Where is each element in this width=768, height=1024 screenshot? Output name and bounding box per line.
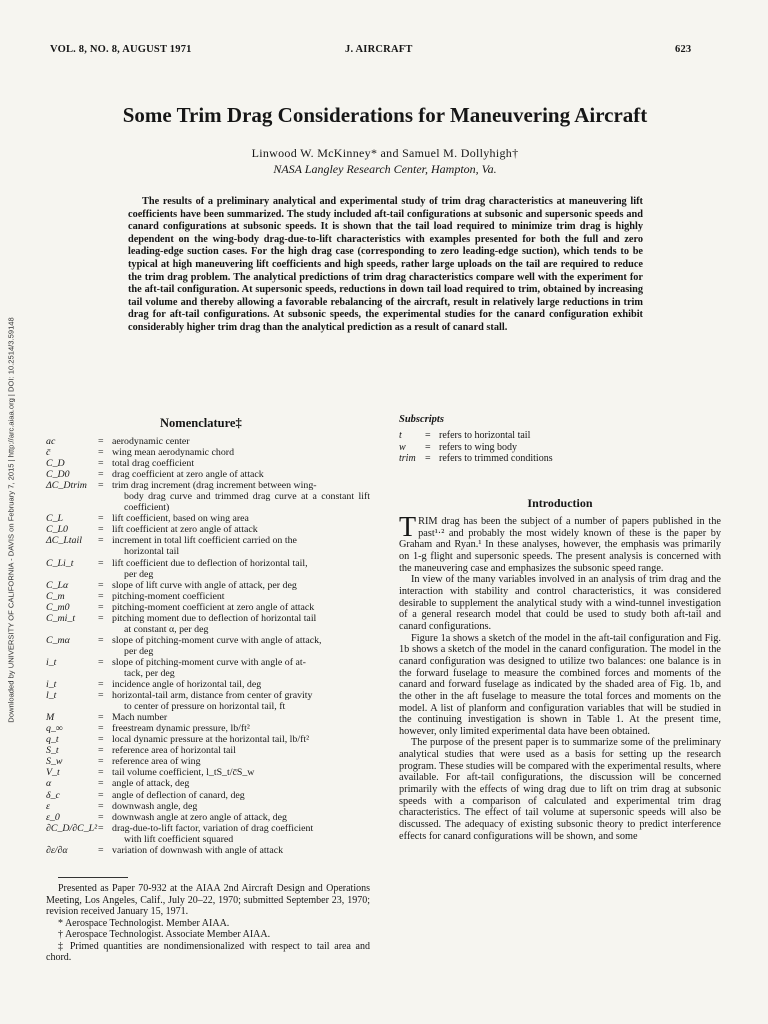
nomenclature-row	[46, 469, 370, 480]
nomenclature-row	[46, 823, 370, 845]
nomenclature-symbol: S_w	[46, 756, 63, 768]
nomenclature-definition	[112, 535, 370, 557]
nomenclature-definition-continued: body drag curve and trimmed drag curve at a constant lift coefficient)	[124, 491, 370, 514]
introduction-body	[399, 512, 721, 842]
nomenclature-row	[46, 745, 370, 756]
equals-sign: =	[98, 789, 104, 801]
subscript-row	[399, 430, 721, 442]
nomenclature-definition	[112, 558, 370, 580]
nomenclature-row	[46, 591, 370, 602]
nomenclature-symbol: M	[46, 712, 55, 724]
nomenclature-symbol: C_Lα	[46, 579, 69, 591]
nomenclature-symbol: C_m0	[46, 601, 70, 613]
equals-sign: =	[98, 822, 104, 834]
equals-sign: =	[98, 734, 104, 746]
nomenclature-definition	[112, 591, 370, 602]
equals-sign: =	[98, 723, 104, 735]
introduction-heading: Introduction	[527, 496, 593, 510]
nomenclature-row	[46, 580, 370, 591]
nomenclature-row	[46, 513, 370, 524]
nomenclature-definition-text: drag coefficient at zero angle of attack	[112, 469, 264, 481]
equals-sign: =	[98, 447, 104, 459]
nomenclature-definition-text: incidence angle of horizontal tail, deg	[112, 679, 262, 691]
nomenclature-row	[46, 535, 370, 557]
intro-paragraph	[399, 512, 721, 574]
nomenclature-symbol: C_Li_t	[46, 557, 74, 569]
subscript-row	[399, 453, 721, 465]
equals-sign: =	[98, 800, 104, 812]
journal-name: J. AIRCRAFT	[345, 44, 413, 55]
nomenclature-row	[46, 790, 370, 801]
nomenclature-row	[46, 845, 370, 856]
nomenclature-row	[46, 480, 370, 513]
nomenclature-symbol: ε_0	[46, 811, 60, 823]
nomenclature-symbol: C_mα	[46, 634, 70, 646]
equals-sign: =	[98, 601, 104, 613]
nomenclature-definition	[112, 690, 370, 712]
nomenclature-definition-text: tail volume coefficient, l_tS_t/c̄S_w	[112, 767, 255, 779]
nomenclature-symbol: ΔC_Ltail	[46, 535, 82, 547]
nomenclature-definition	[112, 513, 370, 524]
equals-sign: =	[98, 557, 104, 569]
nomenclature-symbol: ac	[46, 436, 56, 447]
equals-sign: =	[98, 811, 104, 823]
nomenclature-definition-text: lift coefficient, based on wing area	[112, 513, 249, 525]
nomenclature-definition-text: wing mean aerodynamic chord	[112, 447, 235, 459]
nomenclature-row	[46, 734, 370, 745]
equals-sign: =	[425, 453, 431, 464]
nomenclature-definition	[112, 436, 370, 447]
nomenclature-definition-text: Mach number	[112, 712, 168, 724]
nomenclature-symbol: C_L	[46, 513, 64, 525]
nomenclature-row	[46, 436, 370, 447]
nomenclature-definition	[112, 602, 370, 613]
download-watermark	[4, 300, 18, 740]
nomenclature-definition-text: angle of attack, deg	[112, 778, 190, 790]
equals-sign: =	[98, 469, 104, 481]
nomenclature-definition-text: lift coefficient at zero angle of attack	[112, 524, 258, 536]
equals-sign: =	[98, 480, 104, 492]
nomenclature-definition-text: reference area of wing	[112, 756, 201, 768]
nomenclature-symbol: S_t	[46, 745, 59, 757]
nomenclature-definition	[112, 823, 370, 845]
nomenclature-row	[46, 723, 370, 734]
equals-sign: =	[98, 778, 104, 790]
nomenclature-row	[46, 613, 370, 635]
subscript-row	[399, 442, 721, 454]
nomenclature-definition-text: slope of lift curve with angle of attack, per deg	[112, 579, 297, 591]
nomenclature-row	[46, 458, 370, 469]
nomenclature-row	[46, 635, 370, 657]
intro-paragraph-text: RIM drag has been the subject of a number of papers published in the past¹·² and probably the most widely known of these is the paper by Graham and Ryan.¹ In these analyses, however, the emphasis was primarily on 1-g flight and supersonic speeds. The present analysis is concerned with the maneuvering case and emphasizes the subsonic speed range.	[399, 516, 721, 574]
nomenclature-symbol: l_t	[46, 690, 57, 702]
equals-sign: =	[98, 767, 104, 779]
nomenclature-definition	[112, 469, 370, 480]
nomenclature-symbol: ∂C_D/∂C_L²	[46, 822, 98, 834]
equals-sign: =	[98, 690, 104, 702]
subscript-definition: refers to horizontal tail	[439, 430, 531, 441]
nomenclature-symbol: V_t	[46, 767, 60, 779]
nomenclature-definition	[112, 801, 370, 812]
nomenclature-row	[46, 756, 370, 767]
nomenclature-definition-text: drag-due-to-lift factor, variation of drag coefficient	[112, 822, 314, 834]
equals-sign: =	[98, 756, 104, 768]
journal-volume: VOL. 8, NO. 8, AUGUST 1971	[50, 44, 192, 55]
nomenclature-symbol: α	[46, 778, 52, 790]
footnote-presented: Presented as Paper 70-932 at the AIAA 2nd Aircraft Design and Operations Meeting, Los Angeles, Calif., July 20–22, 1970; submitted September 23, 1970; revision received January 15, 1971.	[46, 883, 370, 917]
nomenclature-definition-continued: per deg	[124, 568, 154, 580]
download-watermark-text: Downloaded by UNIVERSITY OF CALIFORNIA - DAVIS on February 7, 2015 | http://arc.aiaa.org | DOI: 10.2514/3.59148	[6, 317, 16, 723]
nomenclature-definition-continued: tack, per deg	[124, 667, 175, 679]
nomenclature-definition-text: slope of pitching-moment curve with angle of attack,	[112, 634, 322, 646]
nomenclature-symbol: q_∞	[46, 723, 63, 735]
nomenclature-definition-text: angle of deflection of canard, deg	[112, 789, 245, 801]
nomenclature-row	[46, 558, 370, 580]
equals-sign: =	[98, 535, 104, 547]
page-number: 623	[675, 44, 692, 55]
nomenclature-definition	[112, 657, 370, 679]
subscript-symbol: w	[399, 441, 406, 453]
equals-sign: =	[98, 612, 104, 624]
footnote-author-1: * Aerospace Technologist. Member AIAA.	[58, 917, 230, 929]
nomenclature-definition	[112, 734, 370, 745]
nomenclature-symbol: C_m	[46, 590, 65, 602]
subscripts-heading: Subscripts	[399, 414, 444, 425]
nomenclature-symbol: C_D	[46, 458, 65, 470]
nomenclature-definition-text: total drag coefficient	[112, 458, 195, 470]
nomenclature-symbol: C_mi_t	[46, 612, 76, 624]
nomenclature-heading: Nomenclature‡	[160, 416, 242, 430]
nomenclature-definition-continued: to center of pressure on horizontal tail, ft	[124, 701, 286, 713]
subscript-symbol: t	[399, 430, 402, 441]
nomenclature-definition	[112, 447, 370, 458]
equals-sign: =	[98, 436, 104, 447]
nomenclature-definition-continued: at constant α, per deg	[124, 623, 209, 635]
nomenclature-definition	[112, 756, 370, 767]
nomenclature-definition	[112, 845, 370, 856]
equals-sign: =	[98, 745, 104, 757]
nomenclature-definition-text: freestream dynamic pressure, lb/ft²	[112, 723, 250, 735]
footnote-author-2: † Aerospace Technologist. Associate Member AIAA.	[58, 929, 271, 940]
nomenclature-definition-continued: horizontal tail	[124, 546, 180, 558]
footnote-divider	[58, 877, 128, 878]
nomenclature-row	[46, 712, 370, 723]
nomenclature-definition-text: downwash angle, deg	[112, 800, 198, 812]
nomenclature-symbol: C_D0	[46, 469, 70, 481]
nomenclature-definition-text: downwash angle at zero angle of attack, deg	[112, 811, 287, 823]
equals-sign: =	[98, 590, 104, 602]
nomenclature-definition	[112, 812, 370, 823]
nomenclature-definition	[112, 458, 370, 469]
nomenclature-symbol: i_t	[46, 679, 57, 691]
abstract: The results of a preliminary analytical and experimental study of trim drag characteristics at maneuvering lift coefficients have been summarized. The study included aft-tail configurations at subsonic and supersonic speeds and canard configurations at subsonic speeds. It is shown that the tail load required to minimize trim drag is highly dependent on the wing-body drag-due-to-lift characteristics with examples presented for both the full and zero leading-edge suction cases. For the high drag case (corresponding to zero leading-edge suction), which tends to be typical at high maneuvering lift coefficients and high speeds, rather large uploads on the tail are required to reduce the trim drag problem. The analytical predictions of trim drag characteristics compare well with the experiment for the aft-tail configuration. At supersonic speeds, reductions in down tail load required to trim, obtained by increasing tail volume and thereby allowing a favorable rebalancing of the aircraft, result in relatively large reductions in trim drag for aft-tail configurations. At subsonic speeds, the experimental studies for the canard configuration exhibit considerably higher trim drag than the analytical prediction as a result of canard stall.	[128, 196, 643, 333]
nomenclature-definition	[112, 723, 370, 734]
equals-sign: =	[98, 458, 104, 470]
nomenclature-definition-text: trim drag increment (drag increment between wing-	[112, 480, 317, 492]
nomenclature-definition	[112, 613, 370, 635]
equals-sign: =	[425, 441, 431, 453]
nomenclature-row	[46, 524, 370, 535]
nomenclature-definition-text: increment in total lift coefficient carried on the	[112, 535, 297, 547]
footnotes	[46, 883, 370, 964]
nomenclature-definition	[112, 524, 370, 535]
affiliation: NASA Langley Research Center, Hampton, Va.	[273, 162, 497, 176]
nomenclature-definition-text: aerodynamic center	[112, 436, 190, 447]
equals-sign: =	[425, 430, 431, 441]
nomenclature-symbol: ∂ε/∂α	[46, 844, 68, 856]
subscript-definition: refers to trimmed conditions	[439, 453, 553, 464]
nomenclature-definition	[112, 480, 370, 513]
nomenclature-definition	[112, 580, 370, 591]
nomenclature-definition-text: reference area of horizontal tail	[112, 745, 236, 757]
authors: Linwood W. McKinney* and Samuel M. Dollyhigh†	[251, 146, 519, 160]
equals-sign: =	[98, 656, 104, 668]
equals-sign: =	[98, 712, 104, 724]
nomenclature-symbol: C_L0	[46, 524, 68, 536]
paper-title: Some Trim Drag Considerations for Maneuvering Aircraft	[122, 103, 648, 127]
equals-sign: =	[98, 524, 104, 536]
subscripts-list	[399, 430, 721, 465]
nomenclature-definition-continued: with lift coefficient squared	[124, 833, 234, 845]
nomenclature-row	[46, 767, 370, 778]
nomenclature-definition	[112, 778, 370, 789]
nomenclature-row	[46, 801, 370, 812]
nomenclature-definition-text: pitching-moment coefficient at zero angle of attack	[112, 601, 315, 613]
nomenclature-definition	[112, 745, 370, 756]
nomenclature-row	[46, 447, 370, 458]
equals-sign: =	[98, 679, 104, 691]
nomenclature-row	[46, 778, 370, 789]
nomenclature-definition-text: lift coefficient due to deflection of horizontal tail,	[112, 557, 308, 569]
nomenclature-row	[46, 812, 370, 823]
nomenclature-row	[46, 690, 370, 712]
nomenclature-symbol: ε	[46, 800, 50, 812]
nomenclature-definition-text: slope of pitching-moment curve with angle of at-	[112, 656, 306, 668]
intro-paragraph: In view of the many variables involved in an analysis of trim drag and the interaction with stability and control characteristics, it was considered desirable to supplement the analytical study with a wind-tunnel investigation of a general research model that could be used to study both aft-tail and canard configurations.	[399, 574, 721, 632]
nomenclature-definition-text: pitching moment due to deflection of horizontal tail	[112, 612, 317, 624]
nomenclature-row	[46, 679, 370, 690]
intro-paragraph: Figure 1a shows a sketch of the model in the aft-tail configuration and Fig. 1b shows a sketch of the model in the canard configuration. The model in the canard configuration was designed to utilize two balances: one balance is in the forward fuselage to measure the combined forces and moments of the canard and forward fuselage as indicated by the shaded area of Fig. 1b, and the other in the aft fuselage to measure the total forces and moments on the model. A list of planform and configuration variables that will be studied in the continuing investigation is shown in Table 1. At the present time, however, only limited experimental data have been obtained.	[399, 632, 721, 737]
nomenclature-symbol: c̄	[46, 447, 51, 459]
nomenclature-definition	[112, 635, 370, 657]
equals-sign: =	[98, 844, 104, 856]
subscript-symbol: trim	[399, 453, 416, 464]
nomenclature-symbol: δ_c	[46, 789, 60, 801]
equals-sign: =	[98, 579, 104, 591]
nomenclature-definition-text: pitching-moment coefficient	[112, 590, 225, 602]
drop-cap: T	[399, 512, 417, 543]
intro-paragraph: The purpose of the present paper is to summarize some of the preliminary analytical studies that were used as a basis for setting up the research program. These studies will be compared with the experimental results, where available. For aft-tail configurations, the discussion will be concerned primarily with the effects of wing drag due to lift on trim drag at subsonic speeds with a comparison of calculated and experimental trim drag characteristics. The effect of tail volume at supersonic speeds will also be discussed. The adequacy of existing subsonic theory to predict interference effects for canard configurations will be shown, and some	[399, 737, 721, 842]
nomenclature-definition	[112, 712, 370, 723]
nomenclature-definition-text: local dynamic pressure at the horizontal tail, lb/ft²	[112, 734, 310, 746]
subscript-definition: refers to wing body	[439, 441, 518, 453]
nomenclature-definition-text: horizontal-tail arm, distance from center of gravity	[112, 690, 313, 702]
nomenclature-definition	[112, 790, 370, 801]
nomenclature-definition	[112, 767, 370, 778]
equals-sign: =	[98, 513, 104, 525]
nomenclature-list	[46, 436, 370, 856]
nomenclature-symbol: q_t	[46, 734, 59, 746]
nomenclature-definition-continued: per deg	[124, 645, 154, 657]
equals-sign: =	[98, 634, 104, 646]
nomenclature-symbol: ΔC_Dtrim	[46, 480, 87, 492]
nomenclature-definition-text: variation of downwash with angle of attack	[112, 844, 284, 856]
nomenclature-row	[46, 602, 370, 613]
nomenclature-symbol: i_t	[46, 656, 57, 668]
nomenclature-definition	[112, 679, 370, 690]
nomenclature-row	[46, 657, 370, 679]
footnote-primed: ‡ Primed quantities are nondimensionalized with respect to tail area and chord.	[46, 940, 370, 963]
